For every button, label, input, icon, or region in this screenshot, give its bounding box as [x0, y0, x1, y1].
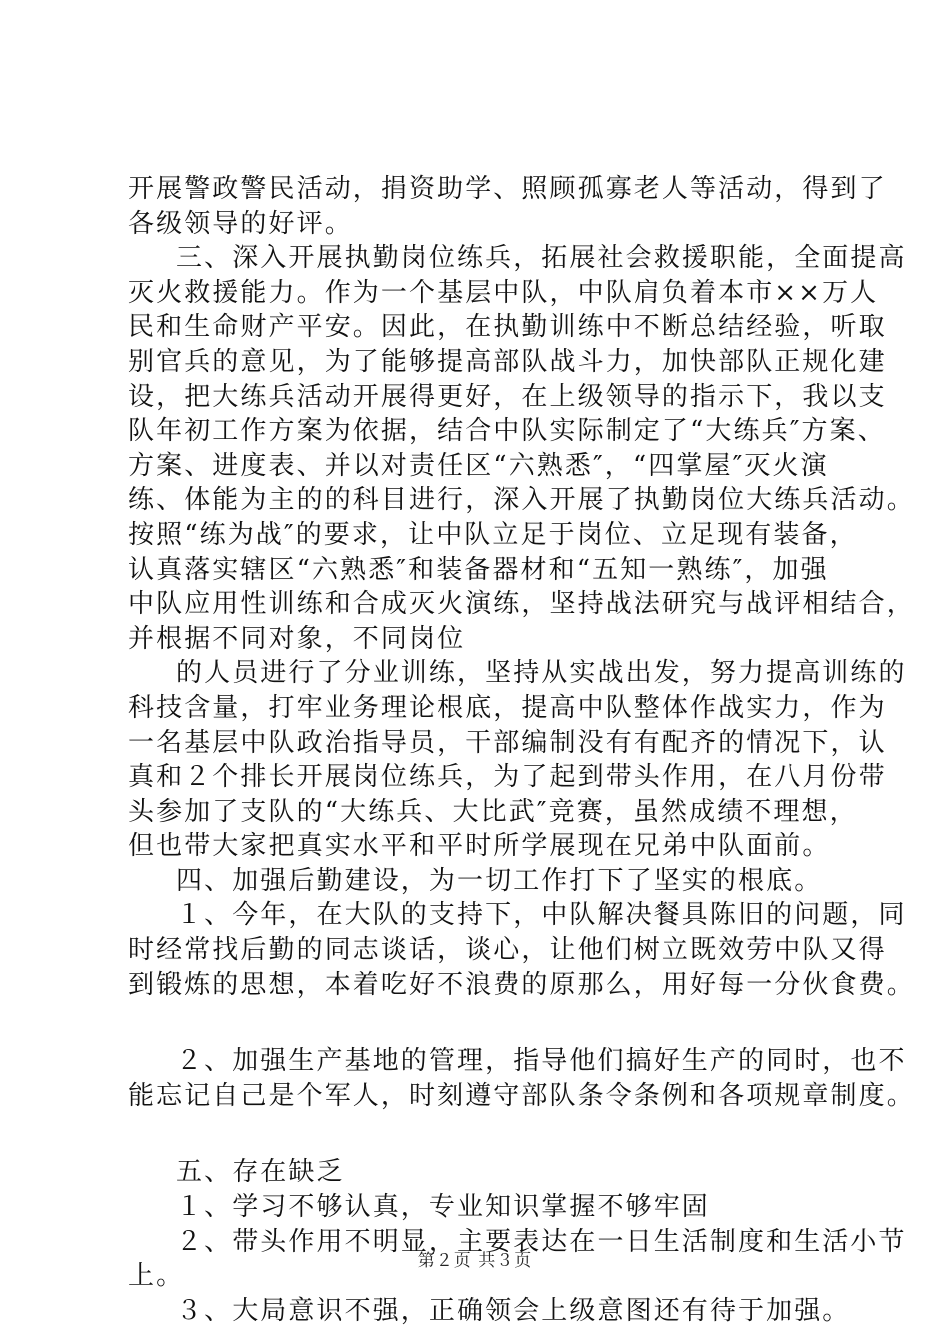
text-line: １、今年，在大队的支持下，中队解决餐具陈旧的问题，同 [176, 900, 907, 931]
text-line: 真和２个排长开展岗位练兵，为了起到带头作用，在八月份带 [128, 762, 887, 793]
text-line: 科技含量，打牢业务理论根底，提高中队整体作战实力，作为 [128, 692, 887, 723]
text-line: 练、体能为主的的科目进行，深入开展了执勤岗位大练兵活动。 [128, 485, 915, 516]
text-line: 灭火救援能力。作为一个基层中队，中队肩负着本市××万人 [128, 277, 879, 308]
text-line: 时经常找后勤的同志谈话，谈心，让他们树立既效劳中队又得 [128, 935, 887, 966]
text-line: 别官兵的意见，为了能够提高部队战斗力，加快部队正规化建 [128, 346, 887, 377]
text-line: 一名基层中队政治指导员，干部编制没有有配齐的情况下，认 [128, 727, 887, 758]
document-body [128, 172, 915, 1328]
text-line: 开展警政警民活动，捐资助学、照顾孤寡老人等活动，得到了 [128, 174, 887, 204]
section-heading: 四、加强后勤建设，为一切工作打下了坚实的根底。 [176, 865, 823, 896]
text-line: １、学习不够认真，专业知识掌握不够牢固 [176, 1192, 710, 1223]
text-line: 头参加了支队的“大练兵、大比武″竞赛，虽然成绩不理想， [128, 796, 858, 827]
text-line: 民和生命财产平安。因此，在执勤训练中不断总结经验，听取 [128, 312, 887, 343]
text-line: ２、加强生产基地的管理，指导他们搞好生产的同时，也不 [176, 1046, 907, 1077]
text-line: 的人员进行了分业训练，坚持从实战出发，努力提高训练的 [176, 658, 907, 689]
text-line: ３、大局意识不强，正确领会上级意图还有待于加强。 [176, 1295, 851, 1326]
section-heading: 三、深入开展执勤岗位练兵，拓展社会救援职能，全面提高 [176, 243, 907, 274]
text-line: 但也带大家把真实水平和平时所学展现在兄弟中队面前。 [128, 831, 831, 862]
text-line: 队年初工作方案为依据，结合中队实际制定了“大练兵″方案、 [128, 416, 886, 447]
paragraph-gap [128, 1002, 850, 1044]
section-heading: 五、存在缺乏 [176, 1157, 345, 1188]
text-line: 能忘记自己是个军人，时刻遵守部队条令条例和各项规章制度。 [128, 1080, 915, 1111]
text-line: 设，把大练兵活动开展得更好，在上级领导的指示下，我以支 [128, 381, 887, 412]
text-line: 到锻炼的思想，本着吃好不浪费的原那么，用好每一分伙食费。 [128, 969, 915, 1000]
text-line: 并根据不同对象，不同岗位 [128, 623, 466, 654]
paragraph-gap [128, 1113, 850, 1155]
text-line: 上。 [128, 1261, 185, 1292]
text-line: ２、带头作用不明显，主要表达在一日生活制度和生活小节 [176, 1226, 907, 1257]
page-number: 第２页 共３页 [417, 1251, 533, 1271]
text-line: 按照“练为战″的要求，让中队立足于岗位、立足现有装备， [128, 519, 858, 550]
text-line: 中队应用性训练和合成灭火演练，坚持战法研究与战评相结合， [128, 589, 915, 620]
text-line: 各级领导的好评。 [128, 208, 353, 239]
text-line: 方案、进度表、并以对责任区“六熟悉″，“四掌屋″灭火演 [128, 450, 829, 481]
text-line: 认真落实辖区“六熟悉″和装备器材和“五知一熟练″，加强 [128, 554, 829, 585]
